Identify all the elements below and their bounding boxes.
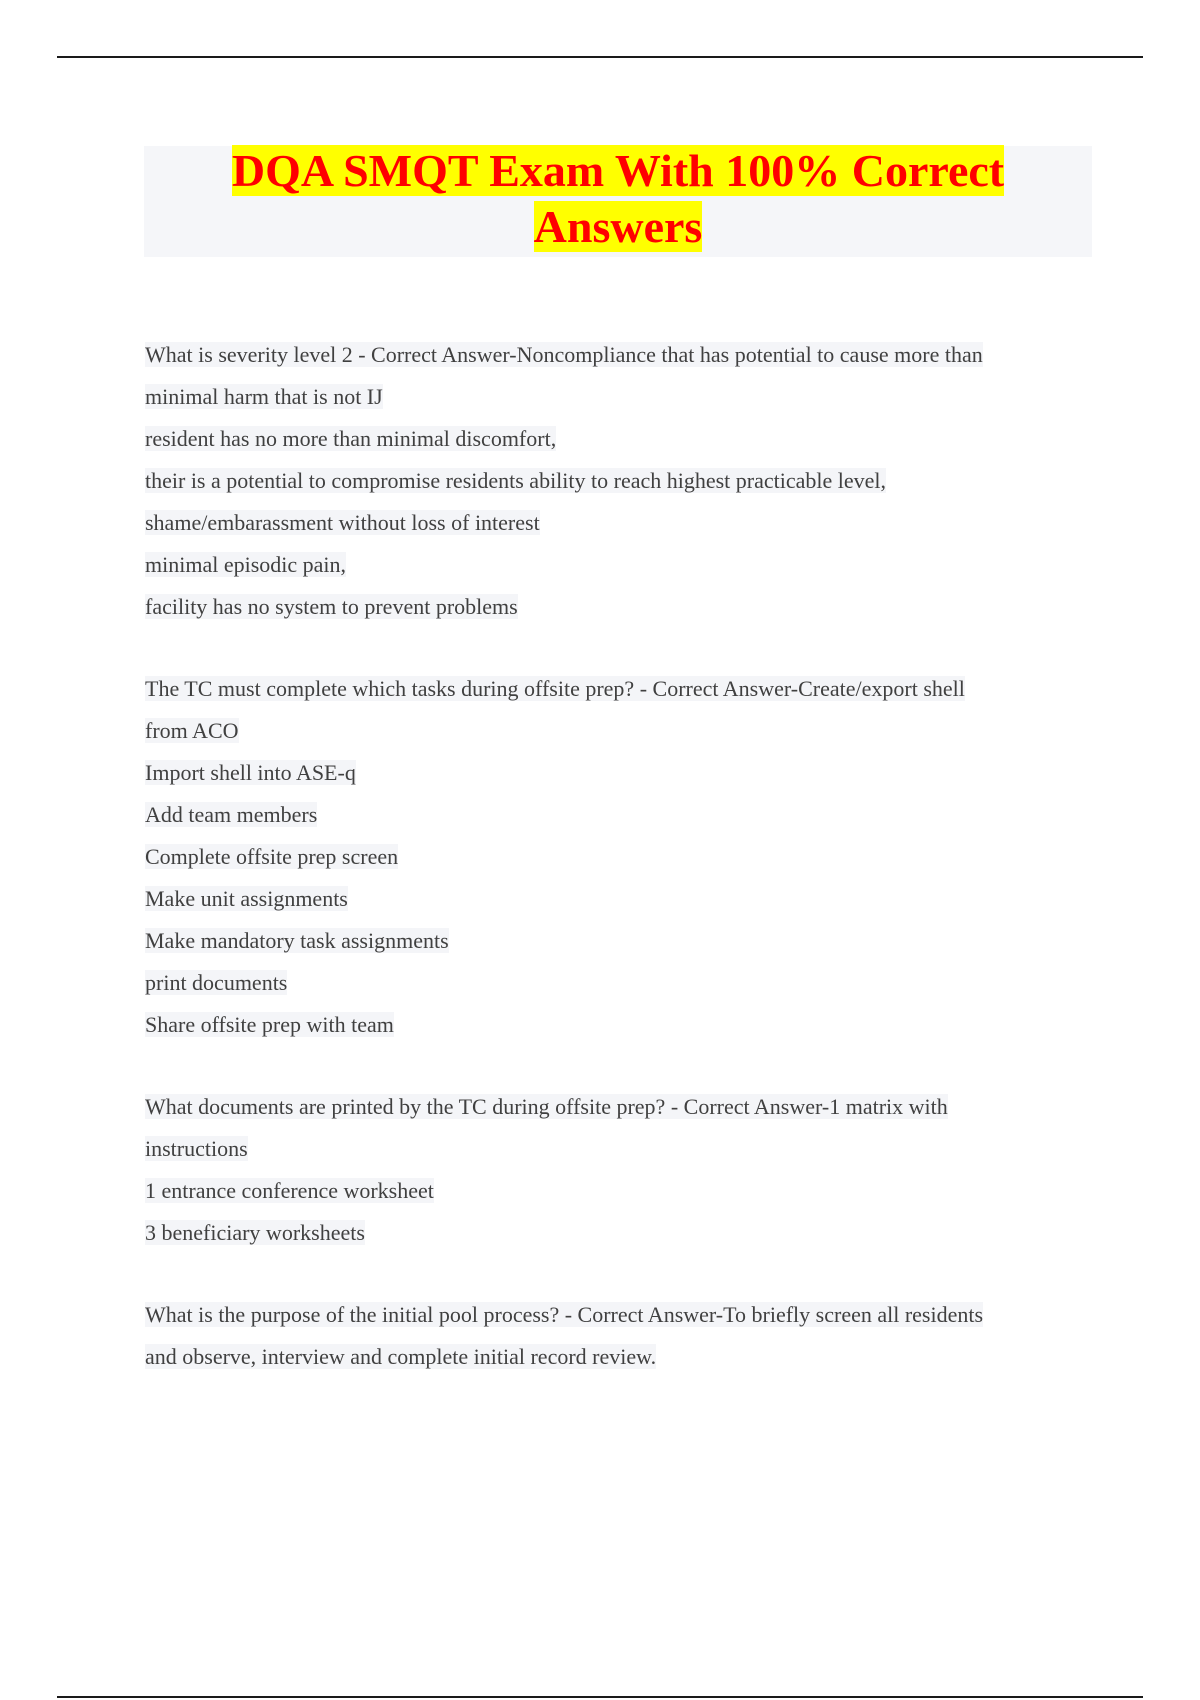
qa-line: Make mandatory task assignments [145, 928, 449, 953]
qa-line: from ACO [145, 718, 239, 743]
qa-line: facility has no system to prevent problems [145, 594, 518, 619]
qa-item-1 [145, 334, 1085, 628]
qa-line: 3 beneficiary worksheets [145, 1220, 365, 1245]
qa-line: The TC must complete which tasks during offsite prep? - Correct Answer-Create/export shell [145, 676, 965, 701]
qa-item-2 [145, 668, 1085, 1046]
qa-line: resident has no more than minimal discomfort, [145, 426, 557, 451]
qa-line: What is severity level 2 - Correct Answer-Noncompliance that has potential to cause more than [145, 342, 983, 367]
qa-line: Add team members [145, 802, 318, 827]
qa-line: minimal episodic pain, [145, 552, 347, 577]
qa-item-3 [145, 1086, 1085, 1254]
qa-line: print documents [145, 970, 288, 995]
qa-line: Complete offsite prep screen [145, 844, 399, 869]
qa-line: their is a potential to compromise residents ability to reach highest practicable level, [145, 468, 887, 493]
top-rule [57, 56, 1143, 58]
qa-item-4 [145, 1294, 1085, 1378]
qa-line: instructions [145, 1136, 248, 1161]
qa-line: Import shell into ASE-q [145, 760, 356, 785]
qa-line: What documents are printed by the TC during offsite prep? - Correct Answer-1 matrix with [145, 1094, 948, 1119]
qa-line: shame/embarassment without loss of interest [145, 510, 540, 535]
bottom-rule [57, 1696, 1143, 1698]
document-title-text: DQA SMQT Exam With 100% Correct Answers [231, 145, 1005, 252]
qa-line: Make unit assignments [145, 886, 348, 911]
qa-line: minimal harm that is not IJ [145, 384, 383, 409]
qa-line: Share offsite prep with team [145, 1012, 394, 1037]
qa-line: What is the purpose of the initial pool process? - Correct Answer-To briefly screen all residents [145, 1302, 984, 1327]
qa-line: 1 entrance conference worksheet [145, 1178, 434, 1203]
document-title [144, 143, 1092, 255]
document-body [145, 334, 1085, 1418]
qa-line: and observe, interview and complete initial record review. [145, 1344, 657, 1369]
